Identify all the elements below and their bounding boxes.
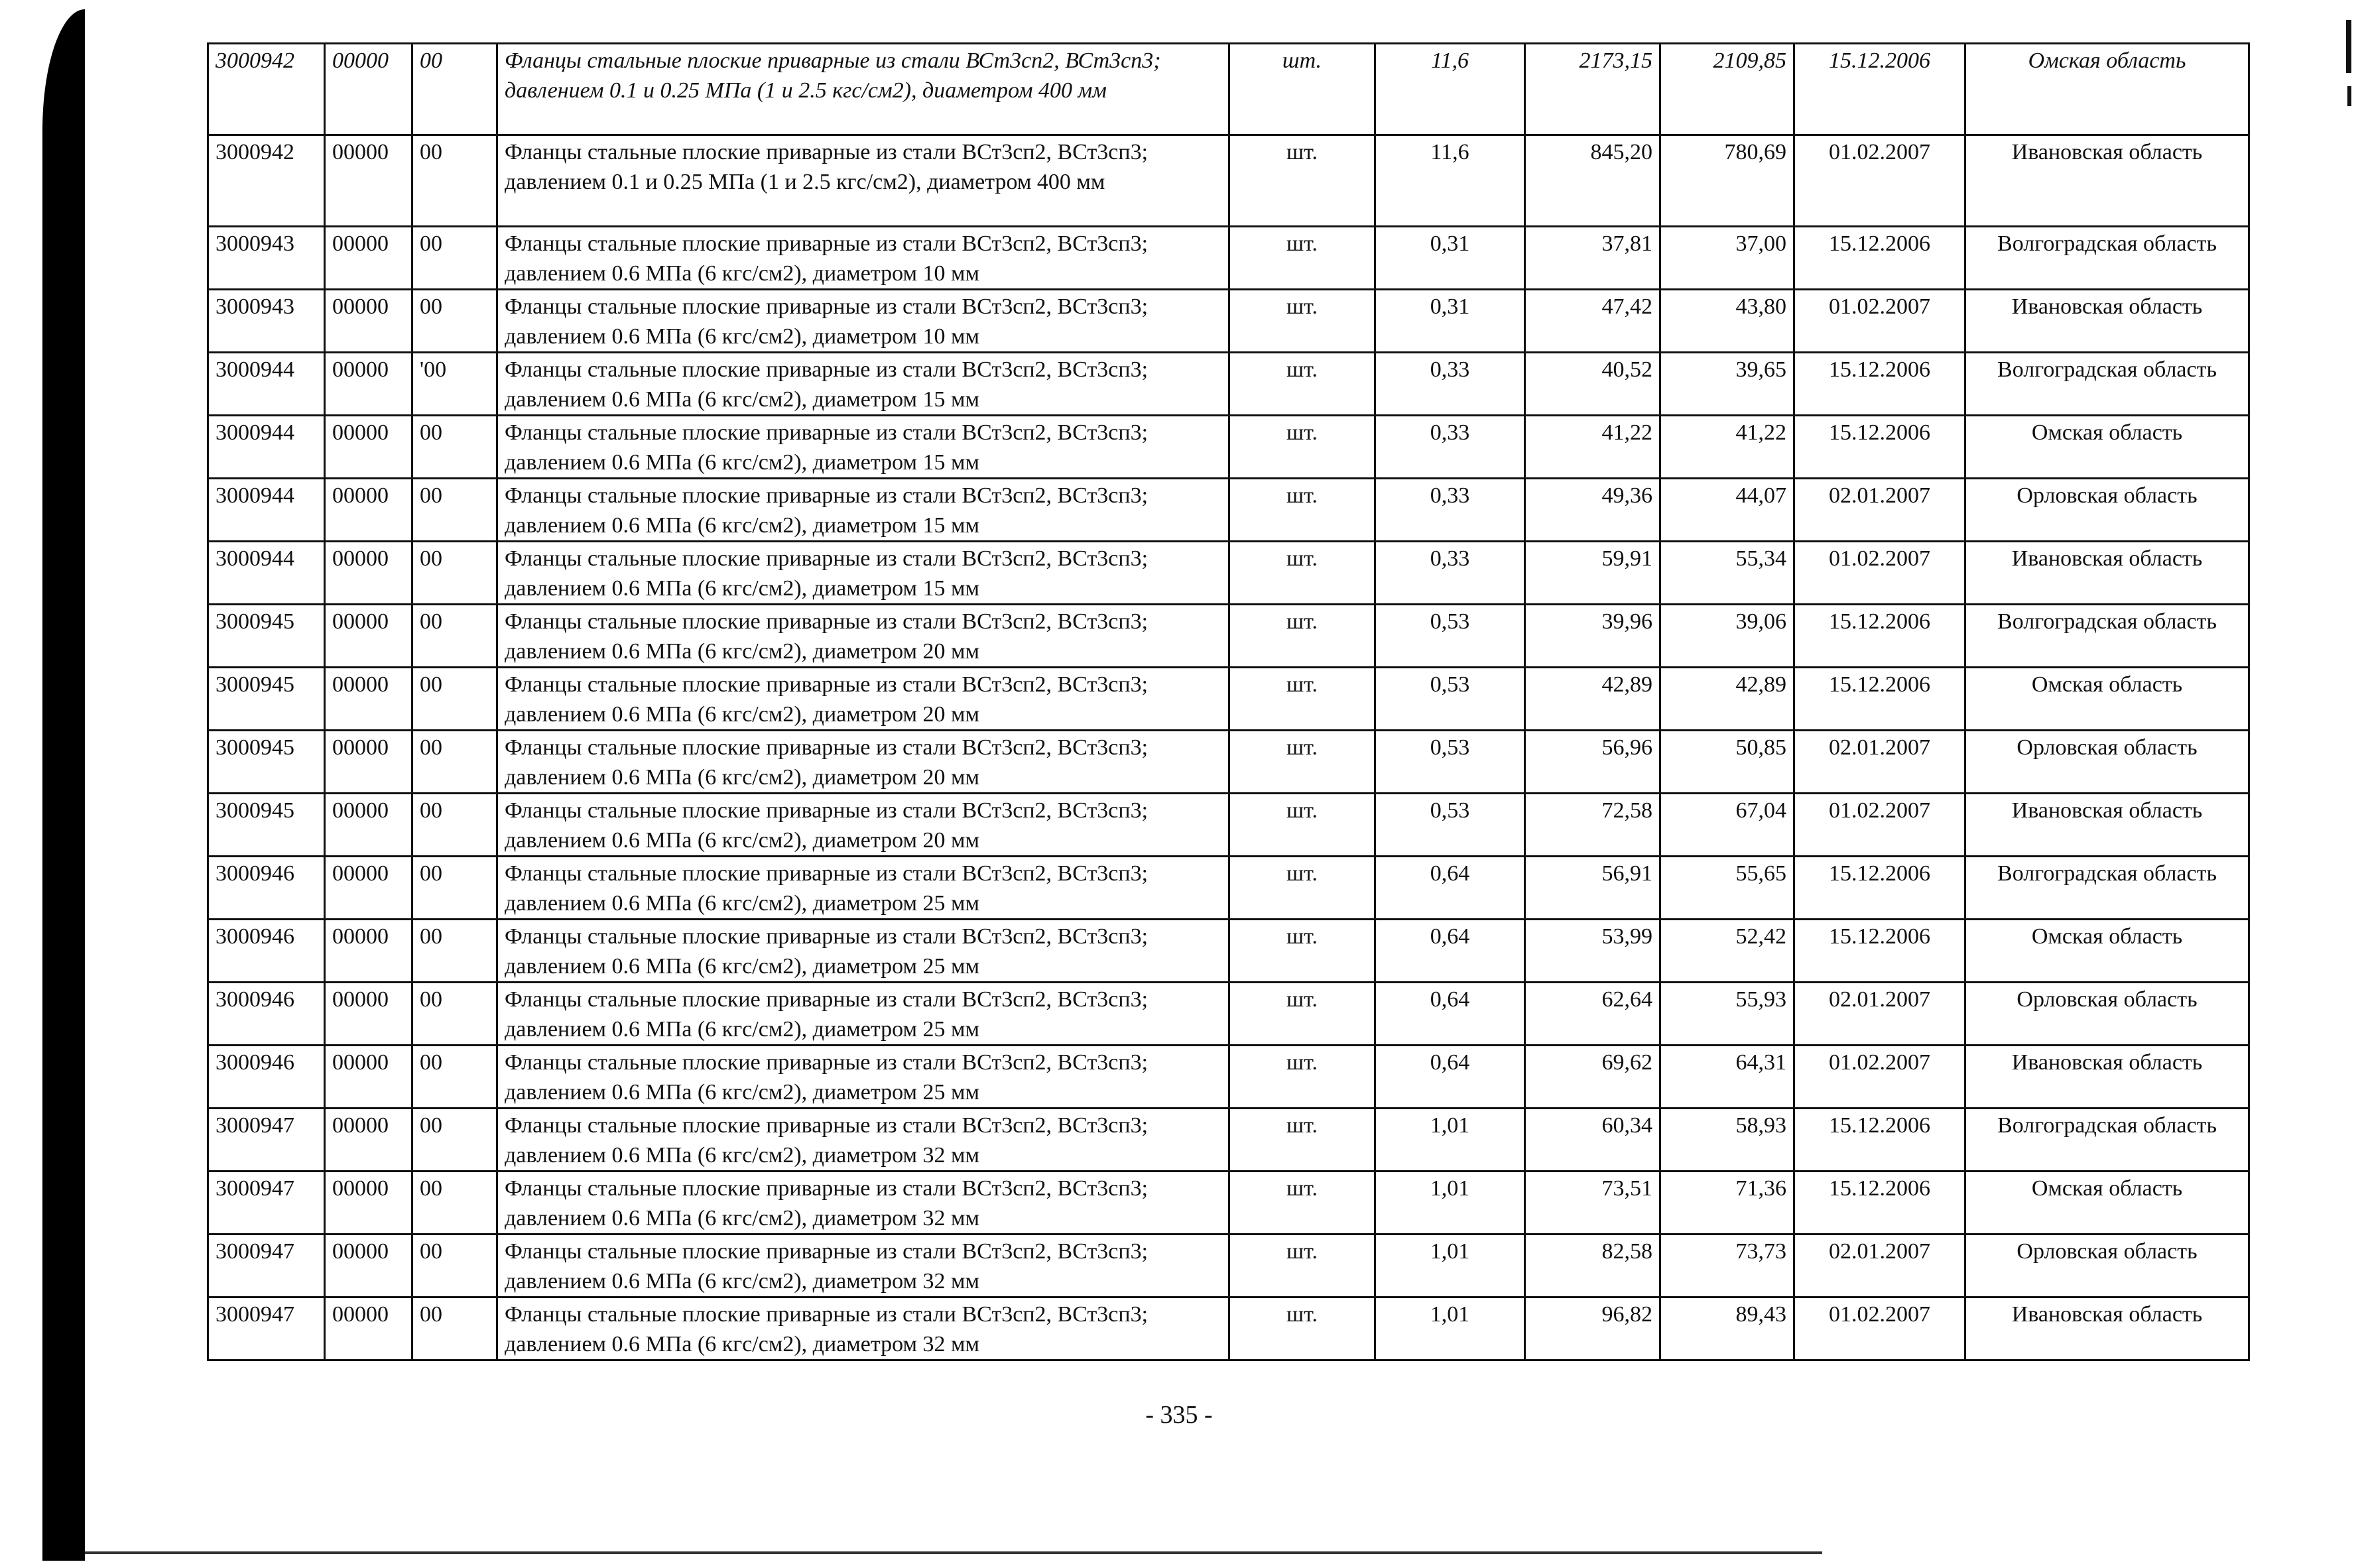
cell-unit: шт.	[1229, 290, 1375, 353]
cell-price2: 2109,85	[1660, 44, 1794, 135]
cell-date: 01.02.2007	[1794, 290, 1965, 353]
cell-name: Фланцы стальные плоские приварные из стали ВСт3сп2, ВСт3сп3; давлением 0.6 МПа (6 кгс/см2), диаметром 20 мм	[497, 794, 1229, 857]
cell-price1: 59,91	[1525, 542, 1660, 605]
cell-weight: 1,01	[1375, 1172, 1525, 1235]
scan-edge-bottom	[85, 1551, 1822, 1554]
cell-weight: 0,64	[1375, 1046, 1525, 1109]
scan-mark-right	[2347, 86, 2351, 106]
cell-price2: 55,65	[1660, 857, 1794, 920]
table-row	[208, 983, 2249, 1046]
table-row	[208, 290, 2249, 353]
cell-unit: шт.	[1229, 983, 1375, 1046]
cell-price1: 56,91	[1525, 857, 1660, 920]
cell-region: Омская область	[1965, 44, 2249, 135]
cell-price1: 72,58	[1525, 794, 1660, 857]
cell-price2: 41,22	[1660, 416, 1794, 479]
cell-sub: 00000	[325, 857, 412, 920]
cell-name: Фланцы стальные плоские приварные из стали ВСт3сп2, ВСт3сп3; давлением 0.1 и 0.25 МПа (1 и 2.5 кгс/см2), диаметром 400 мм	[497, 135, 1229, 227]
cell-name: Фланцы стальные плоские приварные из стали ВСт3сп2, ВСт3сп3; давлением 0.6 МПа (6 кгс/см2), диаметром 15 мм	[497, 542, 1229, 605]
cell-grp: 00	[412, 290, 497, 353]
cell-sub: 00000	[325, 227, 412, 290]
cell-unit: шт.	[1229, 479, 1375, 542]
cell-code: 3000945	[208, 605, 325, 668]
cell-name: Фланцы стальные плоские приварные из стали ВСт3сп2, ВСт3сп3; давлением 0.6 МПа (6 кгс/см2), диаметром 25 мм	[497, 983, 1229, 1046]
cell-grp: 00	[412, 920, 497, 983]
cell-code: 3000946	[208, 920, 325, 983]
cell-code: 3000944	[208, 479, 325, 542]
cell-region: Орловская область	[1965, 479, 2249, 542]
cell-unit: шт.	[1229, 44, 1375, 135]
cell-weight: 0,53	[1375, 731, 1525, 794]
cell-weight: 11,6	[1375, 135, 1525, 227]
cell-price2: 89,43	[1660, 1297, 1794, 1360]
cell-unit: шт.	[1229, 605, 1375, 668]
cell-unit: шт.	[1229, 731, 1375, 794]
cell-date: 15.12.2006	[1794, 353, 1965, 416]
scan-mark-top-right	[2346, 20, 2351, 73]
cell-unit: шт.	[1229, 920, 1375, 983]
cell-price1: 49,36	[1525, 479, 1660, 542]
cell-weight: 0,64	[1375, 920, 1525, 983]
cell-price1: 47,42	[1525, 290, 1660, 353]
cell-unit: шт.	[1229, 668, 1375, 731]
cell-price2: 39,65	[1660, 353, 1794, 416]
cell-price2: 55,93	[1660, 983, 1794, 1046]
cell-weight: 0,31	[1375, 227, 1525, 290]
cell-unit: шт.	[1229, 353, 1375, 416]
cell-region: Ивановская область	[1965, 542, 2249, 605]
cell-date: 15.12.2006	[1794, 920, 1965, 983]
cell-region: Орловская область	[1965, 1235, 2249, 1297]
cell-region: Ивановская область	[1965, 794, 2249, 857]
cell-region: Ивановская область	[1965, 1297, 2249, 1360]
cell-unit: шт.	[1229, 1297, 1375, 1360]
cell-price2: 43,80	[1660, 290, 1794, 353]
table-row	[208, 668, 2249, 731]
cell-region: Волгоградская область	[1965, 353, 2249, 416]
cell-price1: 41,22	[1525, 416, 1660, 479]
cell-date: 15.12.2006	[1794, 44, 1965, 135]
cell-sub: 00000	[325, 479, 412, 542]
cell-date: 15.12.2006	[1794, 416, 1965, 479]
price-table	[207, 42, 2250, 1361]
cell-code: 3000946	[208, 983, 325, 1046]
cell-price1: 60,34	[1525, 1109, 1660, 1172]
cell-code: 3000947	[208, 1297, 325, 1360]
cell-grp: 00	[412, 1172, 497, 1235]
cell-sub: 00000	[325, 542, 412, 605]
cell-sub: 00000	[325, 668, 412, 731]
cell-grp: 00	[412, 227, 497, 290]
cell-grp: 00	[412, 1235, 497, 1297]
table-row	[208, 416, 2249, 479]
cell-grp: 00	[412, 479, 497, 542]
cell-code: 3000945	[208, 731, 325, 794]
cell-weight: 0,33	[1375, 416, 1525, 479]
cell-region: Волгоградская область	[1965, 227, 2249, 290]
table-row	[208, 1235, 2249, 1297]
cell-price1: 96,82	[1525, 1297, 1660, 1360]
cell-price1: 69,62	[1525, 1046, 1660, 1109]
cell-region: Омская область	[1965, 668, 2249, 731]
table-row	[208, 353, 2249, 416]
cell-weight: 11,6	[1375, 44, 1525, 135]
page-number: - 335 -	[1145, 1401, 1213, 1429]
cell-date: 15.12.2006	[1794, 605, 1965, 668]
cell-code: 3000945	[208, 668, 325, 731]
cell-name: Фланцы стальные плоские приварные из стали ВСт3сп2, ВСт3сп3; давлением 0.6 МПа (6 кгс/см2), диаметром 32 мм	[497, 1297, 1229, 1360]
cell-sub: 00000	[325, 1109, 412, 1172]
cell-price2: 39,06	[1660, 605, 1794, 668]
table-row	[208, 1297, 2249, 1360]
scan-shadow-left	[42, 9, 85, 1561]
cell-region: Омская область	[1965, 1172, 2249, 1235]
cell-unit: шт.	[1229, 542, 1375, 605]
cell-name: Фланцы стальные плоские приварные из стали ВСт3сп2, ВСт3сп3; давлением 0.6 МПа (6 кгс/см2), диаметром 32 мм	[497, 1172, 1229, 1235]
cell-code: 3000947	[208, 1235, 325, 1297]
cell-grp: 00	[412, 44, 497, 135]
cell-code: 3000943	[208, 227, 325, 290]
cell-sub: 00000	[325, 605, 412, 668]
cell-region: Орловская область	[1965, 731, 2249, 794]
table-row	[208, 920, 2249, 983]
cell-sub: 00000	[325, 135, 412, 227]
cell-grp: '00	[412, 353, 497, 416]
cell-price1: 73,51	[1525, 1172, 1660, 1235]
cell-price1: 2173,15	[1525, 44, 1660, 135]
cell-price2: 71,36	[1660, 1172, 1794, 1235]
cell-price1: 40,52	[1525, 353, 1660, 416]
cell-date: 02.01.2007	[1794, 983, 1965, 1046]
cell-sub: 00000	[325, 44, 412, 135]
cell-code: 3000944	[208, 542, 325, 605]
cell-weight: 0,33	[1375, 479, 1525, 542]
cell-sub: 00000	[325, 731, 412, 794]
cell-name: Фланцы стальные плоские приварные из стали ВСт3сп2, ВСт3сп3; давлением 0.6 МПа (6 кгс/см2), диаметром 10 мм	[497, 227, 1229, 290]
cell-weight: 1,01	[1375, 1235, 1525, 1297]
cell-sub: 00000	[325, 353, 412, 416]
cell-weight: 0,53	[1375, 794, 1525, 857]
cell-code: 3000942	[208, 44, 325, 135]
cell-price1: 82,58	[1525, 1235, 1660, 1297]
cell-price1: 37,81	[1525, 227, 1660, 290]
cell-date: 15.12.2006	[1794, 1109, 1965, 1172]
cell-code: 3000947	[208, 1109, 325, 1172]
cell-date: 01.02.2007	[1794, 1297, 1965, 1360]
cell-date: 01.02.2007	[1794, 1046, 1965, 1109]
cell-price1: 845,20	[1525, 135, 1660, 227]
table-row	[208, 1046, 2249, 1109]
cell-name: Фланцы стальные плоские приварные из стали ВСт3сп2, ВСт3сп3; давлением 0.6 МПа (6 кгс/см2), диаметром 32 мм	[497, 1235, 1229, 1297]
cell-weight: 1,01	[1375, 1109, 1525, 1172]
cell-sub: 00000	[325, 1046, 412, 1109]
cell-price2: 42,89	[1660, 668, 1794, 731]
cell-region: Волгоградская область	[1965, 605, 2249, 668]
cell-code: 3000944	[208, 416, 325, 479]
cell-date: 01.02.2007	[1794, 135, 1965, 227]
cell-date: 01.02.2007	[1794, 794, 1965, 857]
cell-price1: 39,96	[1525, 605, 1660, 668]
cell-date: 15.12.2006	[1794, 668, 1965, 731]
cell-weight: 0,64	[1375, 983, 1525, 1046]
cell-grp: 00	[412, 983, 497, 1046]
table-row	[208, 731, 2249, 794]
cell-weight: 0,33	[1375, 542, 1525, 605]
table-row	[208, 605, 2249, 668]
cell-sub: 00000	[325, 1235, 412, 1297]
cell-unit: шт.	[1229, 1172, 1375, 1235]
cell-date: 15.12.2006	[1794, 227, 1965, 290]
cell-code: 3000946	[208, 1046, 325, 1109]
cell-name: Фланцы стальные плоские приварные из стали ВСт3сп2, ВСт3сп3; давлением 0.1 и 0.25 МПа (1 и 2.5 кгс/см2), диаметром 400 мм	[497, 44, 1229, 135]
cell-weight: 0,53	[1375, 668, 1525, 731]
cell-grp: 00	[412, 605, 497, 668]
cell-name: Фланцы стальные плоские приварные из стали ВСт3сп2, ВСт3сп3; давлением 0.6 МПа (6 кгс/см2), диаметром 15 мм	[497, 353, 1229, 416]
cell-unit: шт.	[1229, 416, 1375, 479]
table-row	[208, 479, 2249, 542]
cell-sub: 00000	[325, 290, 412, 353]
cell-region: Волгоградская область	[1965, 1109, 2249, 1172]
cell-price2: 58,93	[1660, 1109, 1794, 1172]
table-row	[208, 44, 2249, 135]
cell-weight: 0,33	[1375, 353, 1525, 416]
cell-price2: 37,00	[1660, 227, 1794, 290]
table-row	[208, 857, 2249, 920]
cell-price1: 56,96	[1525, 731, 1660, 794]
cell-weight: 0,64	[1375, 857, 1525, 920]
table-row	[208, 1172, 2249, 1235]
cell-price2: 55,34	[1660, 542, 1794, 605]
cell-grp: 00	[412, 1297, 497, 1360]
cell-name: Фланцы стальные плоские приварные из стали ВСт3сп2, ВСт3сп3; давлением 0.6 МПа (6 кгс/см2), диаметром 25 мм	[497, 857, 1229, 920]
table-body	[208, 44, 2249, 1360]
cell-name: Фланцы стальные плоские приварные из стали ВСт3сп2, ВСт3сп3; давлением 0.6 МПа (6 кгс/см2), диаметром 15 мм	[497, 416, 1229, 479]
cell-code: 3000945	[208, 794, 325, 857]
cell-price2: 780,69	[1660, 135, 1794, 227]
cell-name: Фланцы стальные плоские приварные из стали ВСт3сп2, ВСт3сп3; давлением 0.6 МПа (6 кгс/см2), диаметром 10 мм	[497, 290, 1229, 353]
cell-grp: 00	[412, 135, 497, 227]
cell-weight: 1,01	[1375, 1297, 1525, 1360]
cell-grp: 00	[412, 1046, 497, 1109]
cell-region: Ивановская область	[1965, 290, 2249, 353]
cell-sub: 00000	[325, 983, 412, 1046]
cell-sub: 00000	[325, 794, 412, 857]
cell-code: 3000944	[208, 353, 325, 416]
cell-weight: 0,31	[1375, 290, 1525, 353]
cell-date: 01.02.2007	[1794, 542, 1965, 605]
cell-name: Фланцы стальные плоские приварные из стали ВСт3сп2, ВСт3сп3; давлением 0.6 МПа (6 кгс/см2), диаметром 20 мм	[497, 605, 1229, 668]
table-row	[208, 794, 2249, 857]
cell-unit: шт.	[1229, 794, 1375, 857]
cell-price2: 52,42	[1660, 920, 1794, 983]
cell-name: Фланцы стальные плоские приварные из стали ВСт3сп2, ВСт3сп3; давлением 0.6 МПа (6 кгс/см2), диаметром 20 мм	[497, 731, 1229, 794]
cell-date: 02.01.2007	[1794, 1235, 1965, 1297]
cell-price2: 73,73	[1660, 1235, 1794, 1297]
cell-code: 3000942	[208, 135, 325, 227]
cell-grp: 00	[412, 1109, 497, 1172]
cell-grp: 00	[412, 542, 497, 605]
cell-name: Фланцы стальные плоские приварные из стали ВСт3сп2, ВСт3сп3; давлением 0.6 МПа (6 кгс/см2), диаметром 25 мм	[497, 920, 1229, 983]
cell-name: Фланцы стальные плоские приварные из стали ВСт3сп2, ВСт3сп3; давлением 0.6 МПа (6 кгс/см2), диаметром 20 мм	[497, 668, 1229, 731]
cell-region: Волгоградская область	[1965, 857, 2249, 920]
cell-sub: 00000	[325, 920, 412, 983]
cell-price1: 42,89	[1525, 668, 1660, 731]
cell-sub: 00000	[325, 416, 412, 479]
cell-sub: 00000	[325, 1297, 412, 1360]
table-row	[208, 542, 2249, 605]
cell-code: 3000943	[208, 290, 325, 353]
table-row	[208, 227, 2249, 290]
cell-grp: 00	[412, 857, 497, 920]
cell-price2: 64,31	[1660, 1046, 1794, 1109]
cell-name: Фланцы стальные плоские приварные из стали ВСт3сп2, ВСт3сп3; давлением 0.6 МПа (6 кгс/см2), диаметром 32 мм	[497, 1109, 1229, 1172]
cell-region: Ивановская область	[1965, 135, 2249, 227]
cell-grp: 00	[412, 731, 497, 794]
cell-code: 3000946	[208, 857, 325, 920]
cell-weight: 0,53	[1375, 605, 1525, 668]
cell-region: Омская область	[1965, 416, 2249, 479]
cell-code: 3000947	[208, 1172, 325, 1235]
cell-unit: шт.	[1229, 1046, 1375, 1109]
cell-unit: шт.	[1229, 857, 1375, 920]
cell-price2: 67,04	[1660, 794, 1794, 857]
cell-grp: 00	[412, 794, 497, 857]
cell-date: 15.12.2006	[1794, 857, 1965, 920]
cell-price2: 50,85	[1660, 731, 1794, 794]
cell-date: 02.01.2007	[1794, 731, 1965, 794]
cell-unit: шт.	[1229, 227, 1375, 290]
cell-date: 02.01.2007	[1794, 479, 1965, 542]
cell-region: Омская область	[1965, 920, 2249, 983]
cell-date: 15.12.2006	[1794, 1172, 1965, 1235]
cell-unit: шт.	[1229, 135, 1375, 227]
cell-name: Фланцы стальные плоские приварные из стали ВСт3сп2, ВСт3сп3; давлением 0.6 МПа (6 кгс/см2), диаметром 15 мм	[497, 479, 1229, 542]
cell-unit: шт.	[1229, 1235, 1375, 1297]
cell-price1: 62,64	[1525, 983, 1660, 1046]
cell-price2: 44,07	[1660, 479, 1794, 542]
cell-sub: 00000	[325, 1172, 412, 1235]
cell-grp: 00	[412, 416, 497, 479]
cell-unit: шт.	[1229, 1109, 1375, 1172]
table-row	[208, 135, 2249, 227]
cell-price1: 53,99	[1525, 920, 1660, 983]
cell-grp: 00	[412, 668, 497, 731]
cell-name: Фланцы стальные плоские приварные из стали ВСт3сп2, ВСт3сп3; давлением 0.6 МПа (6 кгс/см2), диаметром 25 мм	[497, 1046, 1229, 1109]
table-row	[208, 1109, 2249, 1172]
cell-region: Орловская область	[1965, 983, 2249, 1046]
cell-region: Ивановская область	[1965, 1046, 2249, 1109]
